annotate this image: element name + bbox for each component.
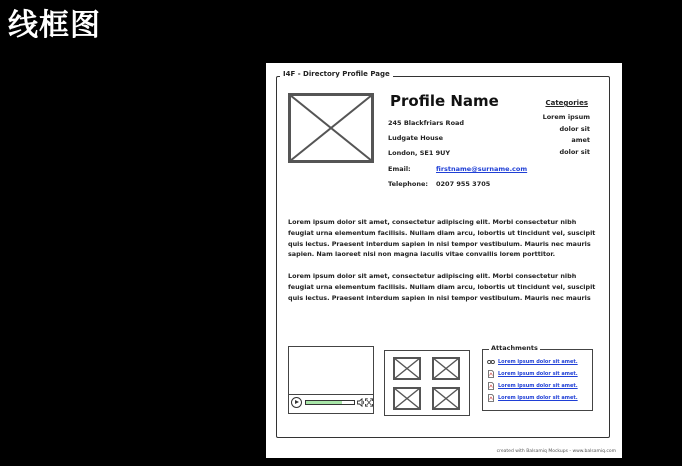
paragraph-line: quis lectus. Praesent interdum sapien in nisi tempor vestibulum. Mauris nec mauris: [288, 293, 591, 302]
image-placeholder-icon: [288, 93, 374, 163]
address-line: Ludgate House: [388, 134, 444, 142]
profile-name: Profile Name: [390, 92, 499, 110]
document-icon: [487, 382, 495, 390]
attachment-item[interactable]: [487, 370, 578, 379]
paragraph-line: quis lectus. Praesent interdum sapien in nisi tempor vestibulum. Mauris nec mauris: [288, 239, 591, 248]
attachment-link[interactable]: Lorem ipsum dolor sit amet.: [498, 371, 578, 377]
document-icon: [487, 370, 495, 378]
image-thumbnail-icon[interactable]: [393, 357, 421, 380]
image-gallery: [384, 350, 470, 416]
slide-title: 线框图: [8, 8, 101, 43]
paragraph-line: feugiat urna elementum facilisis. Nullam diam arcu, lobortis ut tincidunt vel, suscipit: [288, 228, 596, 237]
body-paragraph-1: [288, 217, 596, 260]
categories-list: [530, 112, 590, 158]
video-progress-fill: [306, 401, 342, 404]
image-thumbnail-icon[interactable]: [432, 387, 460, 410]
email-label: Email:: [388, 165, 411, 173]
video-progress-bar[interactable]: [305, 400, 355, 405]
address-line: 245 Blackfriars Road: [388, 119, 465, 127]
volume-icon[interactable]: [357, 398, 365, 407]
attachment-link[interactable]: Lorem ipsum dolor sit amet.: [498, 395, 578, 401]
telephone-label: Telephone:: [388, 180, 428, 188]
paragraph-line: sapien. Nam laoreet nisi non magna iaculis vitae convallis lorem porttitor.: [288, 250, 556, 259]
category-line: dolor sit: [559, 124, 590, 133]
image-thumbnail-icon[interactable]: [393, 387, 421, 410]
address-line: London, SE1 9UY: [388, 149, 451, 157]
attachment-item[interactable]: [487, 394, 578, 403]
fullscreen-icon[interactable]: [365, 398, 373, 407]
attachments-panel: [482, 344, 593, 411]
paragraph-line: feugiat urna elementum facilisis. Nullam diam arcu, lobortis ut tincidunt vel, suscipit: [288, 282, 596, 291]
credit-line: created with Balsamiq Mockups - www.balsamiq.com: [496, 449, 616, 454]
category-line: Lorem ipsum: [542, 113, 590, 121]
attachments-title: Attachments: [491, 344, 538, 352]
attachment-link[interactable]: Lorem ipsum dolor sit amet.: [498, 383, 578, 389]
categories-heading[interactable]: Categories: [545, 99, 588, 107]
play-icon[interactable]: [291, 397, 302, 408]
email-link[interactable]: firstname@surname.com: [436, 165, 528, 173]
frame-title: I4F - Directory Profile Page: [280, 70, 393, 78]
paragraph-line: Lorem ipsum dolor sit amet, consectetur adipiscing elit. Morbi consectetur nibh: [288, 272, 577, 280]
category-line: dolor sit: [559, 147, 590, 156]
image-thumbnail-icon[interactable]: [432, 357, 460, 380]
attachment-item[interactable]: [487, 358, 578, 367]
telephone-value: 0207 955 3705: [436, 180, 491, 188]
attachment-item[interactable]: [487, 382, 578, 391]
video-controls: [289, 394, 373, 413]
category-line: amet: [571, 136, 590, 144]
video-player[interactable]: [288, 346, 374, 414]
attachment-link[interactable]: Lorem ipsum dolor sit amet.: [498, 359, 578, 365]
wireframe-canvas: [266, 63, 622, 458]
link-icon: [487, 358, 495, 366]
body-paragraph-2: [288, 271, 596, 303]
paragraph-line: Lorem ipsum dolor sit amet, consectetur adipiscing elit. Morbi consectetur nibh: [288, 218, 577, 226]
document-icon: [487, 394, 495, 402]
